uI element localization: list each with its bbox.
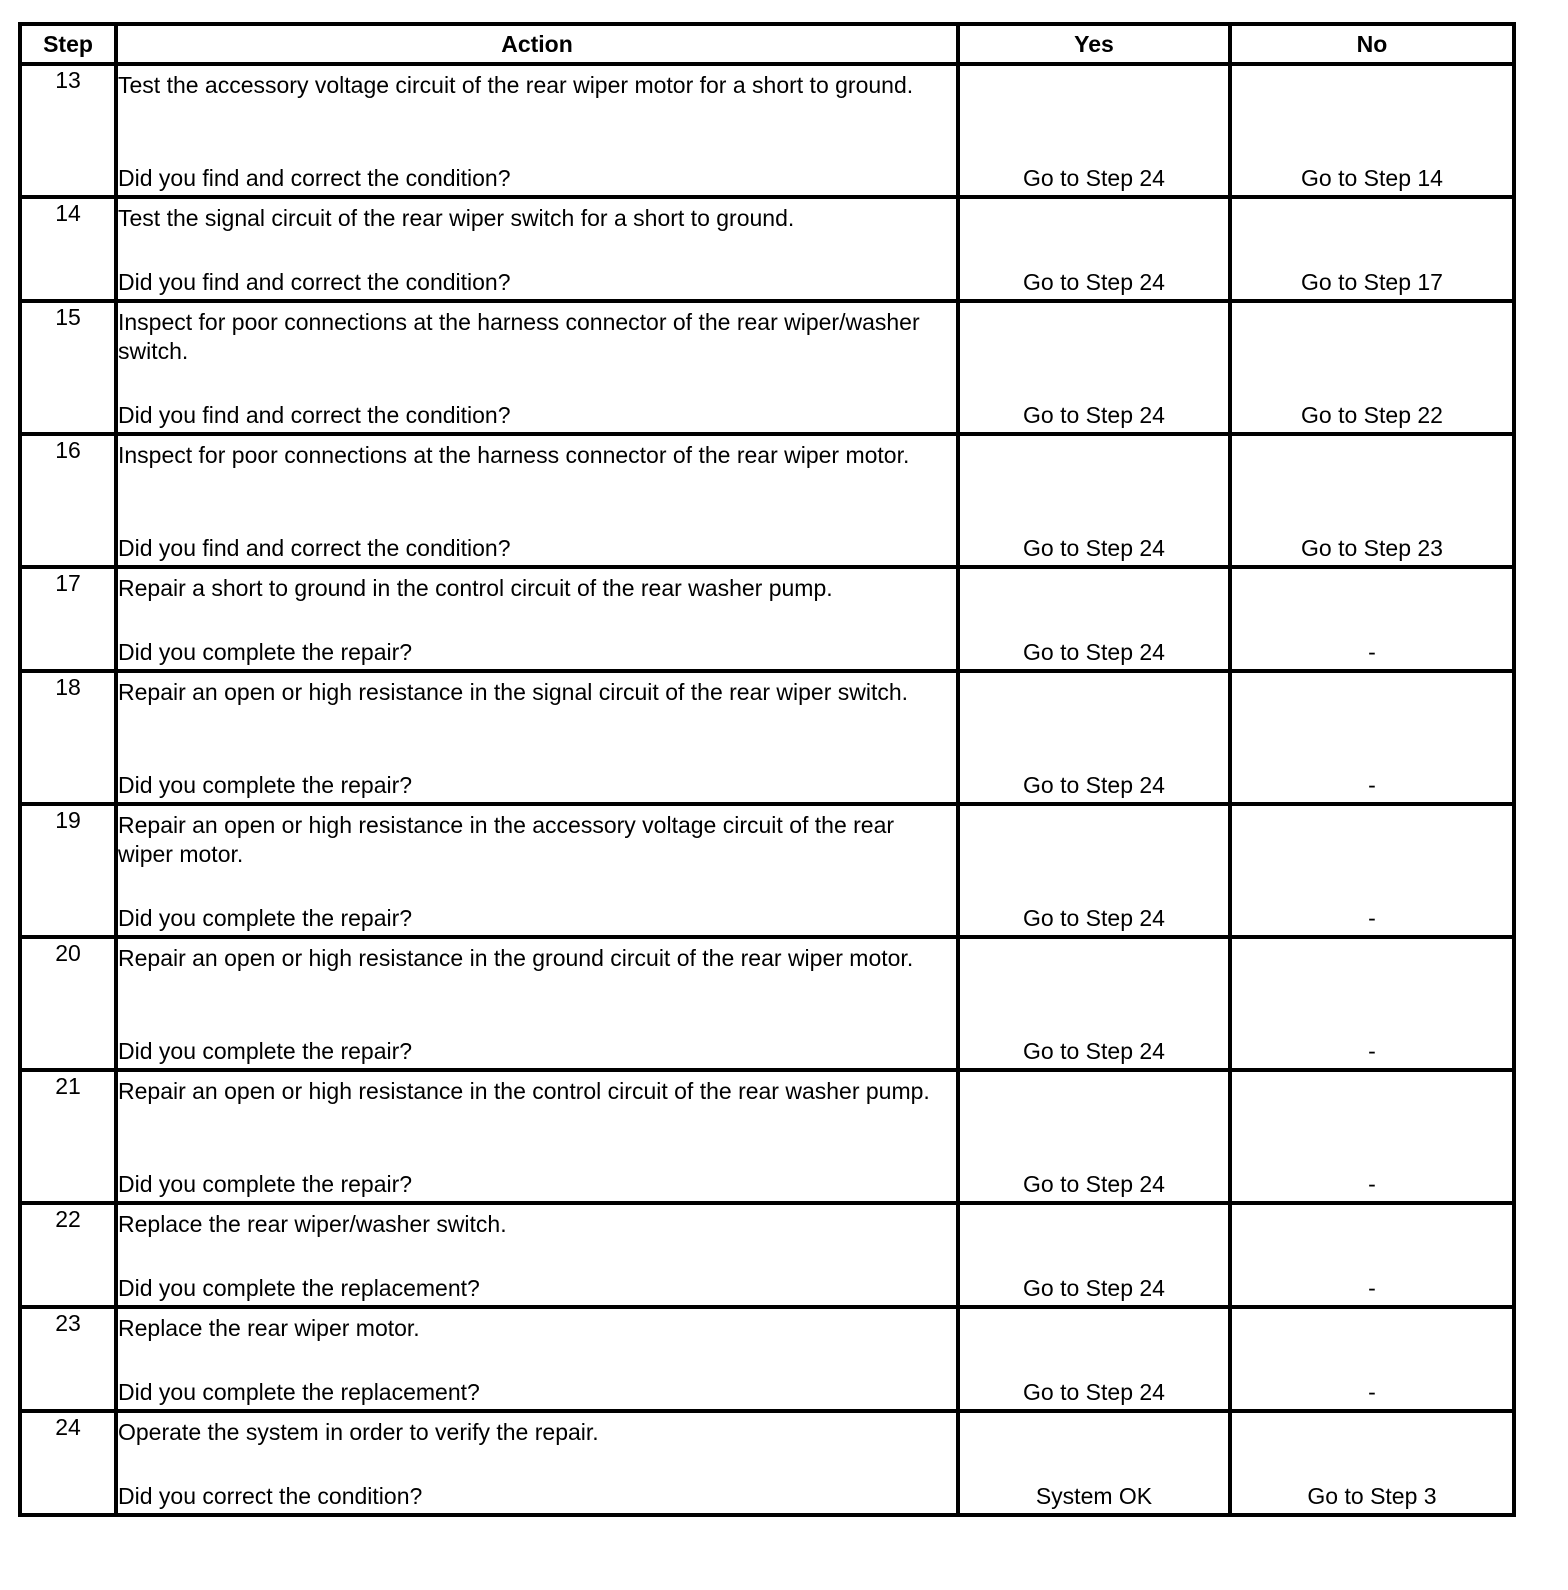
yes-result: Go to Step 24 bbox=[1023, 402, 1165, 428]
step-number: 21 bbox=[20, 1070, 116, 1203]
no-result: Go to Step 23 bbox=[1301, 535, 1443, 561]
step-number: 17 bbox=[20, 567, 116, 671]
no-cell bbox=[1230, 1070, 1514, 1203]
header-yes: Yes bbox=[958, 24, 1230, 64]
action-text: Inspect for poor connections at the harness connector of the rear wiper/washer switch. bbox=[118, 309, 920, 364]
yes-result: Go to Step 24 bbox=[1023, 165, 1165, 191]
yes-result: System OK bbox=[1035, 1483, 1153, 1509]
question-text: Did you complete the replacement? bbox=[118, 1379, 480, 1405]
question-text: Did you complete the repair? bbox=[118, 772, 413, 798]
action-text: Repair an open or high resistance in the control circuit of the rear washer pump. bbox=[118, 1078, 930, 1104]
question-text: Did you complete the repair? bbox=[118, 1171, 413, 1197]
no-cell bbox=[1230, 197, 1514, 301]
yes-cell bbox=[958, 567, 1230, 671]
table-row bbox=[20, 804, 1514, 937]
action-text: Test the signal circuit of the rear wiper switch for a short to ground. bbox=[118, 205, 795, 231]
question-text: Did you find and correct the condition? bbox=[118, 402, 511, 428]
header-action: Action bbox=[116, 24, 958, 64]
no-result: - bbox=[1368, 639, 1376, 665]
yes-result: Go to Step 24 bbox=[1023, 1038, 1165, 1064]
no-cell bbox=[1230, 301, 1514, 434]
action-text: Repair a short to ground in the control circuit of the rear washer pump. bbox=[118, 575, 833, 601]
table-row bbox=[20, 567, 1514, 671]
header-row bbox=[20, 24, 1514, 64]
step-number: 24 bbox=[20, 1411, 116, 1515]
no-result: Go to Step 14 bbox=[1301, 165, 1443, 191]
step-number: 14 bbox=[20, 197, 116, 301]
table-row bbox=[20, 671, 1514, 804]
action-cell bbox=[116, 301, 958, 434]
action-cell bbox=[116, 1203, 958, 1307]
yes-cell bbox=[958, 804, 1230, 937]
yes-result: Go to Step 24 bbox=[1023, 535, 1165, 561]
table-row bbox=[20, 1203, 1514, 1307]
action-cell bbox=[116, 1307, 958, 1411]
no-cell bbox=[1230, 64, 1514, 197]
question-text: Did you find and correct the condition? bbox=[118, 269, 511, 295]
yes-result: Go to Step 24 bbox=[1023, 1379, 1165, 1405]
question-text: Did you find and correct the condition? bbox=[118, 165, 511, 191]
yes-cell bbox=[958, 197, 1230, 301]
yes-result: Go to Step 24 bbox=[1023, 772, 1165, 798]
action-text: Test the accessory voltage circuit of the rear wiper motor for a short to ground. bbox=[118, 72, 914, 98]
table-row bbox=[20, 434, 1514, 567]
yes-result: Go to Step 24 bbox=[1023, 905, 1165, 931]
no-result: - bbox=[1368, 1171, 1376, 1197]
action-cell bbox=[116, 1411, 958, 1515]
table-row bbox=[20, 1070, 1514, 1203]
step-number: 22 bbox=[20, 1203, 116, 1307]
yes-cell bbox=[958, 671, 1230, 804]
header-no: No bbox=[1230, 24, 1514, 64]
question-text: Did you complete the repair? bbox=[118, 905, 413, 931]
question-text: Did you find and correct the condition? bbox=[118, 535, 511, 561]
yes-cell bbox=[958, 64, 1230, 197]
action-text: Operate the system in order to verify the repair. bbox=[118, 1419, 599, 1445]
step-number: 18 bbox=[20, 671, 116, 804]
step-number: 19 bbox=[20, 804, 116, 937]
action-cell bbox=[116, 937, 958, 1070]
yes-cell bbox=[958, 937, 1230, 1070]
action-text: Repair an open or high resistance in the accessory voltage circuit of the rear wiper motor. bbox=[118, 812, 895, 867]
action-cell bbox=[116, 434, 958, 567]
no-cell bbox=[1230, 1203, 1514, 1307]
action-text: Repair an open or high resistance in the ground circuit of the rear wiper motor. bbox=[118, 945, 914, 971]
yes-result: Go to Step 24 bbox=[1023, 269, 1165, 295]
action-cell bbox=[116, 1070, 958, 1203]
action-text: Repair an open or high resistance in the signal circuit of the rear wiper switch. bbox=[118, 679, 909, 705]
no-cell bbox=[1230, 434, 1514, 567]
action-text: Inspect for poor connections at the harness connector of the rear wiper motor. bbox=[118, 442, 910, 468]
action-cell bbox=[116, 197, 958, 301]
question-text: Did you correct the condition? bbox=[118, 1483, 423, 1509]
no-result: Go to Step 3 bbox=[1307, 1483, 1437, 1509]
diagnostic-table bbox=[18, 22, 1516, 1517]
table-row bbox=[20, 301, 1514, 434]
yes-cell bbox=[958, 1070, 1230, 1203]
no-result: - bbox=[1368, 1379, 1376, 1405]
yes-cell bbox=[958, 1307, 1230, 1411]
no-result: - bbox=[1368, 1038, 1376, 1064]
question-text: Did you complete the repair? bbox=[118, 1038, 413, 1064]
yes-cell bbox=[958, 301, 1230, 434]
table-row bbox=[20, 1307, 1514, 1411]
action-text: Replace the rear wiper/washer switch. bbox=[118, 1211, 507, 1237]
table-row bbox=[20, 64, 1514, 197]
no-result: Go to Step 22 bbox=[1301, 402, 1443, 428]
no-cell bbox=[1230, 937, 1514, 1070]
step-number: 13 bbox=[20, 64, 116, 197]
step-number: 23 bbox=[20, 1307, 116, 1411]
no-result: - bbox=[1368, 772, 1376, 798]
no-result: Go to Step 17 bbox=[1301, 269, 1443, 295]
action-text: Replace the rear wiper motor. bbox=[118, 1315, 420, 1341]
action-cell bbox=[116, 671, 958, 804]
step-number: 15 bbox=[20, 301, 116, 434]
no-cell bbox=[1230, 567, 1514, 671]
no-cell bbox=[1230, 1307, 1514, 1411]
step-number: 20 bbox=[20, 937, 116, 1070]
action-cell bbox=[116, 64, 958, 197]
no-result: - bbox=[1368, 1275, 1376, 1301]
action-cell bbox=[116, 567, 958, 671]
yes-result: Go to Step 24 bbox=[1023, 639, 1165, 665]
question-text: Did you complete the replacement? bbox=[118, 1275, 480, 1301]
table-row bbox=[20, 1411, 1514, 1515]
no-cell bbox=[1230, 1411, 1514, 1515]
yes-cell bbox=[958, 434, 1230, 567]
yes-result: Go to Step 24 bbox=[1023, 1275, 1165, 1301]
question-text: Did you complete the repair? bbox=[118, 639, 413, 665]
table-row bbox=[20, 197, 1514, 301]
header-step: Step bbox=[20, 24, 116, 64]
action-cell bbox=[116, 804, 958, 937]
step-number: 16 bbox=[20, 434, 116, 567]
no-cell bbox=[1230, 671, 1514, 804]
yes-result: Go to Step 24 bbox=[1023, 1171, 1165, 1197]
yes-cell bbox=[958, 1203, 1230, 1307]
yes-cell bbox=[958, 1411, 1230, 1515]
table-row bbox=[20, 937, 1514, 1070]
no-cell bbox=[1230, 804, 1514, 937]
no-result: - bbox=[1368, 905, 1376, 931]
